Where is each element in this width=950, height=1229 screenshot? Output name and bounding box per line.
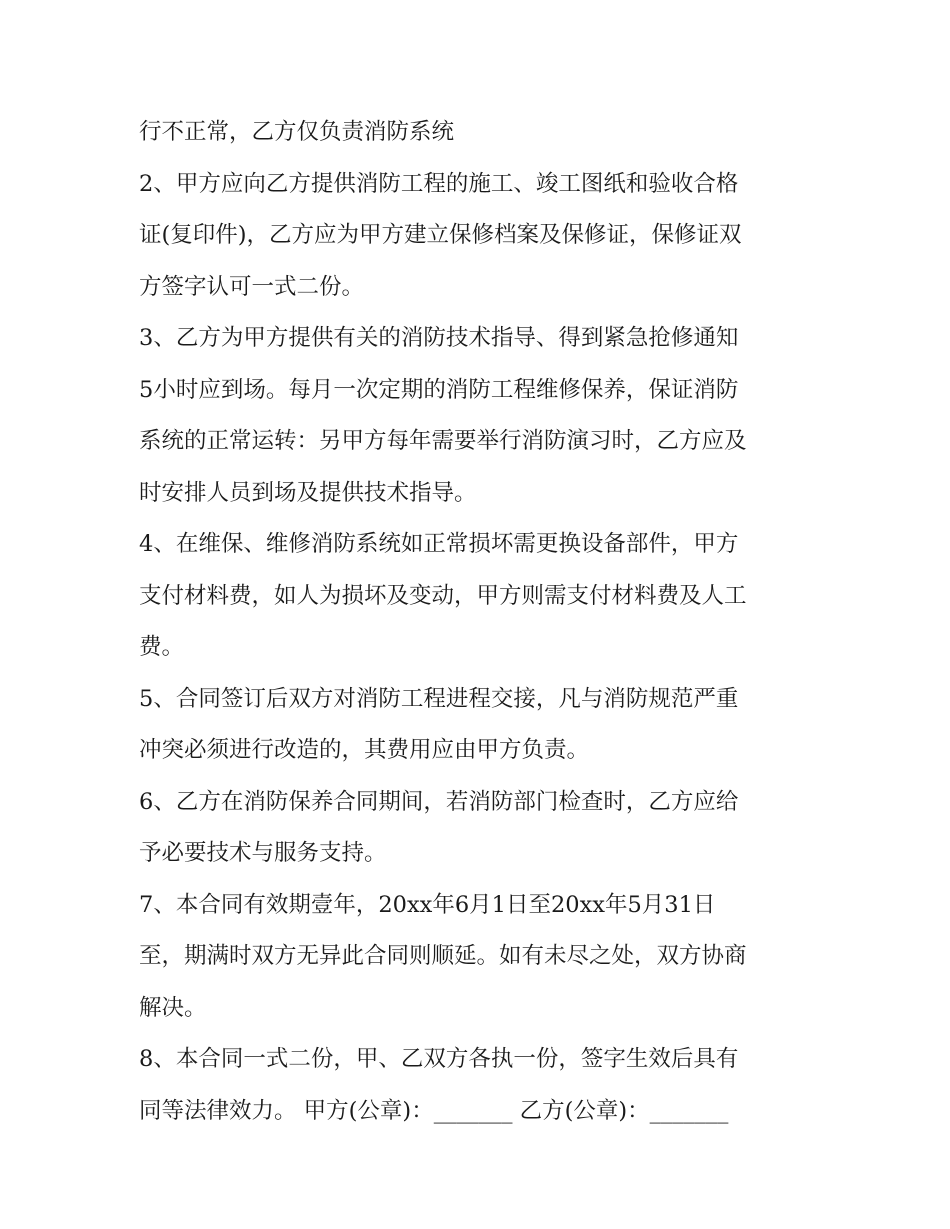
- text-line: 系统的正常运转：另甲方每年需要举行消防演习时，乙方应及: [139, 428, 747, 454]
- text-line: 至，期满时双方无异此合同则顺延。如有未尽之处，双方协商: [139, 943, 747, 969]
- contract-text: [139, 107, 819, 1137]
- clause-5-line: 5、合同签订后双方对消防工程进程交接，凡与消防规范严重: [139, 685, 739, 712]
- text-line: 方签字认可一式二份。: [139, 273, 365, 300]
- text-line: 支付材料费，如人为损坏及变动，甲方则需支付材料费及人工: [139, 582, 747, 609]
- clause-4-line: 4、在维保、维修消防系统如正常损坏需更换设备部件，甲方: [139, 531, 739, 557]
- text-line: 5小时应到场。每月一次定期的消防工程维修保养，保证消防: [139, 376, 739, 403]
- clause-7-line: 7、本合同有效期壹年，20xx年6月1日至20xx年5月31日: [139, 891, 716, 918]
- text-line: 冲突必须进行改造的，其费用应由甲方负责。: [139, 737, 590, 763]
- clause-6-line: 6、乙方在消防保养合同期间，若消防部门检查时，乙方应给: [139, 788, 739, 815]
- clause-8-line: 8、本合同一式二份，甲、乙双方各执一份，签字生效后具有: [139, 1046, 739, 1072]
- text-line: 费。: [139, 634, 185, 660]
- text-line: 予必要技术与服务支持。: [139, 840, 387, 866]
- text-line: 证(复印件)，乙方应为甲方建立保修档案及保修证，保修证双: [139, 222, 742, 248]
- text-line: 时安排人员到场及提供技术指导。: [139, 479, 477, 506]
- signature-line: 同等法律效力。 甲方(公章)：_______ 乙方(公章)：_______: [139, 1097, 729, 1124]
- text-line: 行不正常，乙方仅负责消防系统: [139, 119, 455, 145]
- clause-2-line: 2、甲方应向乙方提供消防工程的施工、竣工图纸和验收合格: [139, 170, 739, 197]
- text-line: 解决。: [139, 994, 207, 1021]
- clause-3-line: 3、乙方为甲方提供有关的消防技术指导、得到紧急抢修通知: [139, 325, 739, 351]
